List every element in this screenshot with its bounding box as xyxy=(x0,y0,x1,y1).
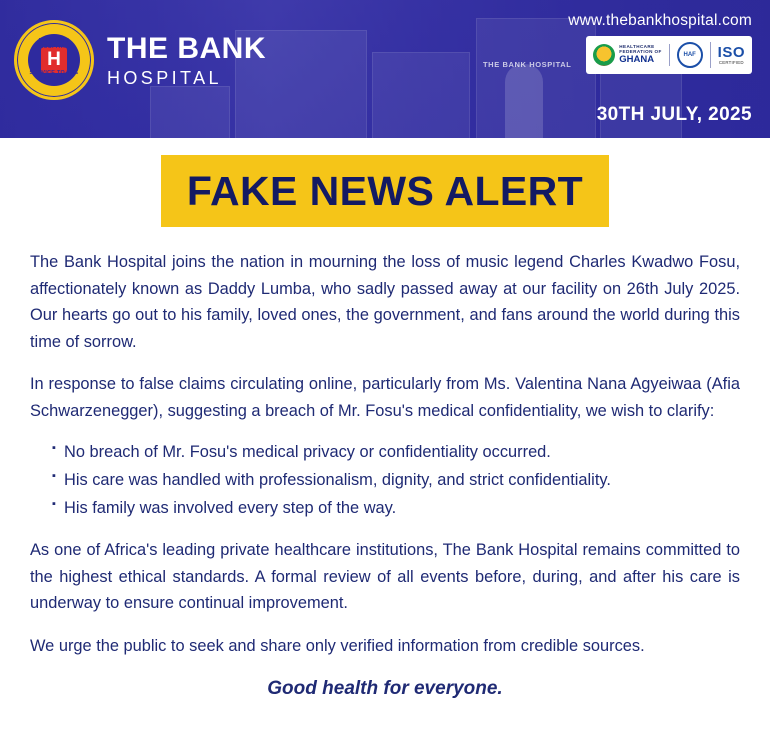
clarification-list xyxy=(30,440,740,521)
iso-label: ISO xyxy=(717,43,745,61)
page-title: FAKE NEWS ALERT xyxy=(186,167,584,214)
seal-inner xyxy=(28,34,80,86)
paragraph-4: We urge the public to seek and share only verified information from credible sources. xyxy=(30,637,645,656)
statement-body xyxy=(0,227,770,700)
header-banner xyxy=(0,0,770,138)
seal-letter: H xyxy=(41,47,67,73)
list-item: ▪ His care was handled with professionalism, dignity, and strict confidentiality. xyxy=(52,468,740,493)
brand-name-line2: HOSPITAL xyxy=(107,67,222,88)
building-entrance xyxy=(505,64,543,138)
certification-badges xyxy=(586,36,752,74)
seal-top-text: THE BANK HOSPITAL xyxy=(38,38,70,50)
list-item: ▪ No breach of Mr. Fosu's medical privacy or confidentiality occurred. xyxy=(52,440,740,465)
building-signage: THE BANK HOSPITAL xyxy=(483,60,572,69)
paragraph-3: As one of Africa's leading private healthcare institutions, The Bank Hospital remains committed to the highest ethical standards. A formal review of all events before, during, and after his care is underway to ensure continual improvement. xyxy=(30,541,740,613)
list-item: ▪ His family was involved every step of the way. xyxy=(52,496,740,521)
paragraph-1: The Bank Hospital joins the nation in mourning the loss of music legend Charles Kwadwo Fosu, affectionately known as Daddy Lumba, who sadly passed away at our facility on 26th July 2025. Our hearts go out to his family, loved ones, the government, and fans around the world during this time of sorrow. xyxy=(30,253,740,351)
paragraph-2: In response to false claims circulating online, particularly from Ms. Valentina Nana Agyeiwaa (Afia Schwarzenegger), suggesting a breach of Mr. Fosu's medical confidentiality, we wish to clarify: xyxy=(30,375,740,420)
publish-date: 30TH JULY, 2025 xyxy=(596,104,752,125)
ghana-badge-line3: GHANA xyxy=(619,53,655,65)
ghana-emblem-icon xyxy=(593,44,615,66)
accreditation-badge xyxy=(670,42,711,68)
seal-bottom-text: SERVICE TO THE NATION xyxy=(29,70,79,82)
brand-logo xyxy=(14,20,266,100)
brand-name xyxy=(107,31,266,88)
ghana-health-federation-badge xyxy=(593,44,669,66)
brand-name-line1: THE BANK xyxy=(107,31,266,65)
ghana-badge-line2: FEDERATION OF xyxy=(619,49,662,55)
ghana-badge-line1: HEALTHCARE xyxy=(619,44,655,50)
accreditation-seal-icon: HAF xyxy=(677,42,703,68)
iso-sublabel: CERTIFIED xyxy=(718,59,744,65)
alert-banner xyxy=(161,155,609,227)
iso-badge xyxy=(711,45,745,65)
building-block xyxy=(372,52,470,138)
hospital-seal-icon xyxy=(14,20,94,100)
closing-tagline: Good health for everyone. xyxy=(267,677,503,699)
website-url[interactable]: www.thebankhospital.com xyxy=(568,12,752,29)
alert-banner-wrap xyxy=(0,155,770,227)
